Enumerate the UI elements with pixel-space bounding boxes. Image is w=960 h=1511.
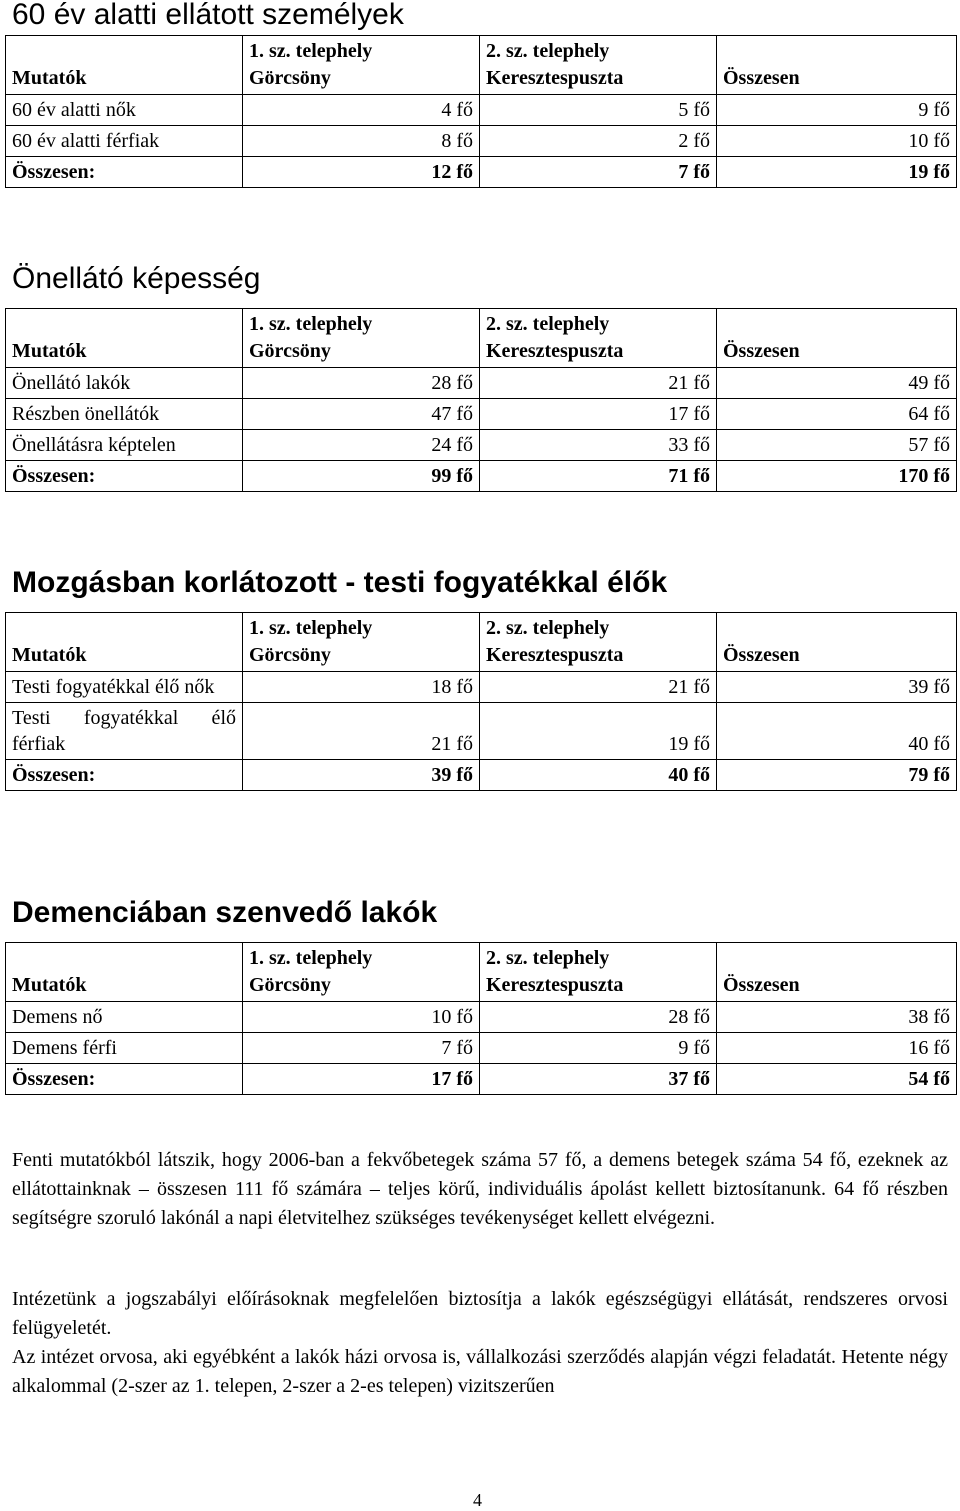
total-value: 64 fő (717, 399, 957, 430)
paragraph-health-care: Intézetünk a jogszabályi előírásoknak megfelelően biztosítja a lakók egészségügyi ellátását, rendszeres orvosi felügyeletét. (12, 1288, 948, 1339)
site1-value: 28 fő (243, 368, 480, 399)
paragraph-doctor: Az intézet orvosa, aki egyébként a lakók házi orvosa is, vállalkozási szerződés alapján végzi feladatát. Hetente négy alkalommal (2-szer az 1. telepen, 2-szer a 2-es telepen) vizitszerűen (12, 1346, 948, 1397)
site2-value: 5 fő (480, 95, 717, 126)
site1-value: 7 fő (243, 1033, 480, 1064)
site1-value: 99 fő (243, 461, 480, 492)
total-value: 49 fő (717, 368, 957, 399)
site2-value: 71 fő (480, 461, 717, 492)
table-header-row (6, 943, 957, 1002)
total-value: 57 fő (717, 430, 957, 461)
site2-value: 28 fő (480, 1002, 717, 1033)
site2-value: 21 fő (480, 368, 717, 399)
row-label: Önellátó lakók (6, 368, 243, 399)
row-label: Részben önellátók (6, 399, 243, 430)
site1-value: 10 fő (243, 1002, 480, 1033)
site2-value: 21 fő (480, 672, 717, 703)
header-total: Összesen (717, 309, 957, 368)
table-row (6, 430, 957, 461)
total-value: 79 fő (717, 760, 957, 791)
header-site1: 1. sz. telephely Görcsöny (243, 613, 480, 672)
site2-value: 40 fő (480, 760, 717, 791)
table-row (6, 95, 957, 126)
total-value: 16 fő (717, 1033, 957, 1064)
header-site1: 1. sz. telephely Görcsöny (243, 309, 480, 368)
table-row (6, 1002, 957, 1033)
row-label: Összesen: (6, 157, 243, 188)
table-header-row (6, 309, 957, 368)
page-number: 4 (473, 1490, 482, 1510)
site2-value: 17 fő (480, 399, 717, 430)
header-site2: 2. sz. telephely Keresztespuszta (480, 36, 717, 95)
header-total: Összesen (717, 943, 957, 1002)
total-value: 10 fő (717, 126, 957, 157)
site2-value: 2 fő (480, 126, 717, 157)
row-label: Testi fogyatékkal élő férfiak (6, 703, 243, 760)
table-total-row (6, 1064, 957, 1095)
section-title-demencia: Demenciában szenvedő lakók (12, 896, 438, 929)
site1-value: 39 fő (243, 760, 480, 791)
section-title-60-ev-alatt: 60 év alatti ellátott személyek (12, 0, 404, 31)
header-site2: 2. sz. telephely Keresztespuszta (480, 613, 717, 672)
site2-value: 7 fő (480, 157, 717, 188)
table-row (6, 399, 957, 430)
site2-value: 37 fő (480, 1064, 717, 1095)
table-row (6, 672, 957, 703)
site1-value: 4 fő (243, 95, 480, 126)
table-row (6, 368, 957, 399)
site2-value: 19 fő (480, 703, 717, 760)
site1-value: 8 fő (243, 126, 480, 157)
table-row (6, 126, 957, 157)
total-value: 38 fő (717, 1002, 957, 1033)
table-row (6, 703, 957, 760)
row-label: Demens férfi (6, 1033, 243, 1064)
site1-value: 17 fő (243, 1064, 480, 1095)
table-total-row (6, 157, 957, 188)
total-value: 170 fő (717, 461, 957, 492)
header-site2: 2. sz. telephely Keresztespuszta (480, 943, 717, 1002)
site1-value: 47 fő (243, 399, 480, 430)
row-label: Demens nő (6, 1002, 243, 1033)
table-60-ev-alatt (5, 35, 957, 188)
row-label: Testi fogyatékkal élő nők (6, 672, 243, 703)
site2-value: 33 fő (480, 430, 717, 461)
row-label: Összesen: (6, 461, 243, 492)
section-title-onellato: Önellátó képesség (12, 262, 261, 295)
header-site2: 2. sz. telephely Keresztespuszta (480, 309, 717, 368)
row-label: 60 év alatti férfiak (6, 126, 243, 157)
table-demencia (5, 942, 957, 1095)
site1-value: 18 fő (243, 672, 480, 703)
table-onellato (5, 308, 957, 492)
header-site1: 1. sz. telephely Görcsöny (243, 943, 480, 1002)
table-header-row (6, 36, 957, 95)
section-title-mozgasban-korlatozott: Mozgásban korlátozott - testi fogyatékkal élők (12, 566, 668, 599)
header-mutatok: Mutatók (6, 943, 243, 1002)
table-total-row (6, 461, 957, 492)
header-total: Összesen (717, 613, 957, 672)
table-row (6, 1033, 957, 1064)
site1-value: 21 fő (243, 703, 480, 760)
row-label: Összesen: (6, 760, 243, 791)
site1-value: 24 fő (243, 430, 480, 461)
total-value: 19 fő (717, 157, 957, 188)
table-header-row (6, 613, 957, 672)
total-value: 9 fő (717, 95, 957, 126)
table-total-row (6, 760, 957, 791)
header-mutatok: Mutatók (6, 309, 243, 368)
header-site1: 1. sz. telephely Görcsöny (243, 36, 480, 95)
header-mutatok: Mutatók (6, 36, 243, 95)
site1-value: 12 fő (243, 157, 480, 188)
row-label: Önellátásra képtelen (6, 430, 243, 461)
total-value: 39 fő (717, 672, 957, 703)
header-mutatok: Mutatók (6, 613, 243, 672)
total-value: 54 fő (717, 1064, 957, 1095)
row-label: 60 év alatti nők (6, 95, 243, 126)
row-label: Összesen: (6, 1064, 243, 1095)
paragraph-summary: Fenti mutatókból látszik, hogy 2006-ban a fekvőbetegek száma 57 fő, a demens betegek száma 54 fő, ezeknek az ellátottainknak – összesen 111 fő számára – teljes körű, individuális ápolást kellett biztosítanunk. 64 fő részben segítségre szoruló lakónál a napi életvitelhez szükséges tevékenységet kellett elvégezni. (12, 1149, 948, 1229)
site2-value: 9 fő (480, 1033, 717, 1064)
header-total: Összesen (717, 36, 957, 95)
table-mozgasban-korlatozott (5, 612, 957, 791)
total-value: 40 fő (717, 703, 957, 760)
